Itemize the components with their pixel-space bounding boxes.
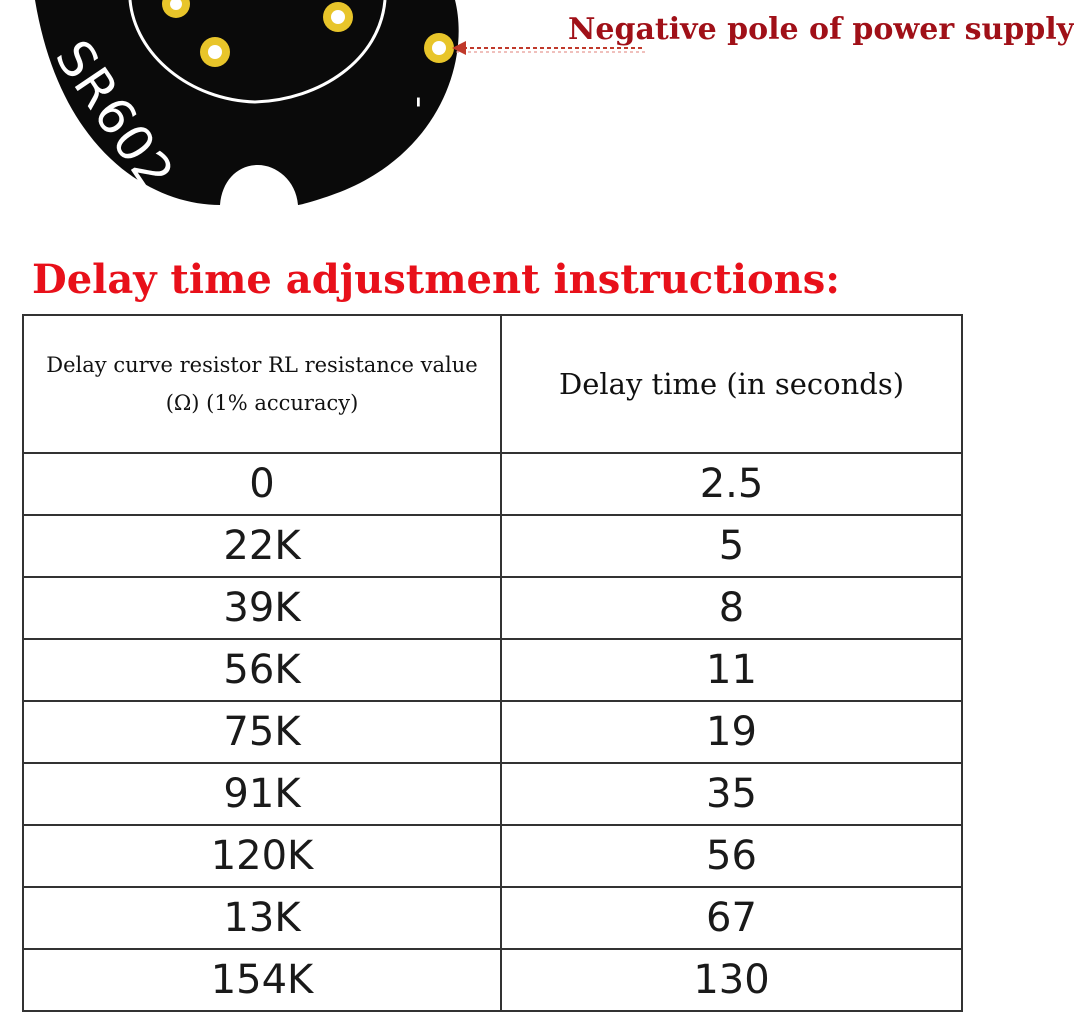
resistance-cell: 0 [23, 453, 501, 515]
table-row [23, 701, 962, 763]
table-row [23, 453, 962, 515]
solder-pad-left [200, 37, 230, 67]
delay-time-table [22, 314, 963, 1012]
solder-pad-negative [424, 33, 454, 63]
silkscreen-pole-mark: - [400, 95, 441, 109]
table-row [23, 949, 962, 1011]
negative-pole-label: Negative pole of power supply [568, 12, 1074, 47]
table-row [23, 639, 962, 701]
resistance-cell: 56K [23, 639, 501, 701]
table-row [23, 825, 962, 887]
table-row [23, 577, 962, 639]
delay-cell: 67 [501, 887, 962, 949]
resistance-cell: 120K [23, 825, 501, 887]
section-title: Delay time adjustment instructions: [32, 256, 840, 303]
resistance-cell: 154K [23, 949, 501, 1011]
header-resistance-line1: Delay curve resistor RL resistance value [46, 353, 478, 377]
table-row [23, 763, 962, 825]
delay-cell: 8 [501, 577, 962, 639]
delay-cell: 2.5 [501, 453, 962, 515]
delay-cell: 35 [501, 763, 962, 825]
solder-pad-center [323, 2, 353, 32]
table-row [23, 515, 962, 577]
table-header-row [23, 315, 962, 453]
resistance-cell: 39K [23, 577, 501, 639]
header-resistance-line2: (Ω) (1% accuracy) [165, 391, 359, 415]
resistance-cell: 22K [23, 515, 501, 577]
resistance-cell: 91K [23, 763, 501, 825]
table-row [23, 887, 962, 949]
delay-cell: 130 [501, 949, 962, 1011]
delay-cell: 19 [501, 701, 962, 763]
delay-cell: 56 [501, 825, 962, 887]
delay-cell: 11 [501, 639, 962, 701]
sensor-board-image [0, 0, 1074, 215]
header-delay-time: Delay time (in seconds) [501, 315, 962, 453]
resistance-cell: 75K [23, 701, 501, 763]
header-resistance [23, 315, 501, 453]
silkscreen-model-label: SR602 [43, 30, 186, 201]
resistance-cell: 13K [23, 887, 501, 949]
delay-cell: 5 [501, 515, 962, 577]
